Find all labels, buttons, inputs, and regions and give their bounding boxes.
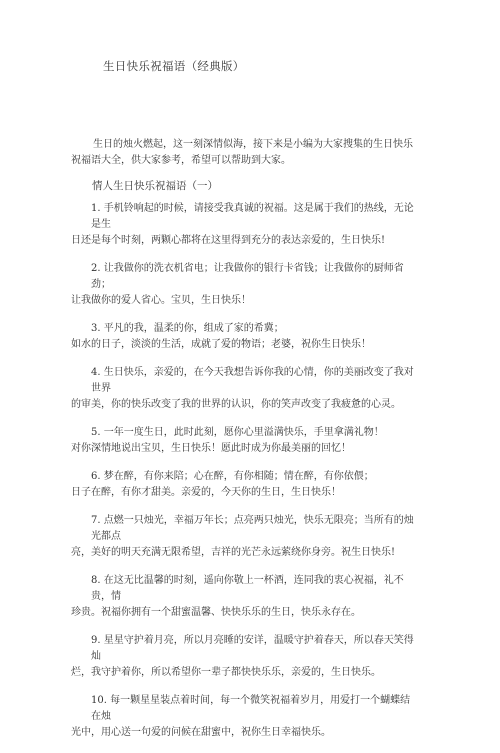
- blessing-list: [71, 201, 416, 753]
- list-item: [71, 425, 416, 457]
- list-item: [71, 201, 416, 249]
- item-line: 日子在醉，有你才甜美。亲爱的，今天你的生日，生日快乐！: [71, 487, 341, 498]
- list-item: [71, 513, 416, 561]
- item-line: 亮，美好的明天充满无限希望，吉祥的光芒永远萦绕你身旁。祝生日快乐!: [71, 547, 396, 558]
- list-item: [71, 261, 416, 309]
- item-line: 3. 平凡的我，温柔的你，组成了家的希冀；: [91, 323, 284, 334]
- item-line: 让我做你的爱人省心。宝贝，生日快乐！: [71, 295, 251, 306]
- item-line: 对你深情地说出宝贝，生日快乐！愿此时成为你最美丽的回忆！: [71, 443, 351, 454]
- item-line: 如水的日子，淡淡的生活，成就了爱的物语；老婆，祝你生日快乐！: [71, 339, 371, 350]
- list-item: [71, 469, 416, 501]
- item-line: 珍贵。祝福你拥有一个甜蜜温馨、快快乐乐的生日，快乐永存在。: [71, 607, 361, 618]
- list-item: [71, 693, 416, 741]
- section-heading: 情人生日快乐祝福语（一）: [92, 180, 218, 192]
- item-line: 的审美，你的快乐改变了我的世界的认识，你的笑声改变了我疲惫的心灵。: [71, 399, 401, 410]
- item-line: 5. 一年一度生日，此时此刻，愿你心里溢满快乐，手里拿满礼物！: [91, 427, 384, 438]
- intro-paragraph: 生日的烛火燃起，这一刻深情似海，接下来是小编为大家搜集的生日快乐祝福语大全，供大家参考，希望可以帮助到大家。: [71, 139, 413, 166]
- item-line: 10. 每一颗星星装点着时间，每一个微笑祝福着岁月，用爱打一个蝴蝶结在烛: [91, 695, 411, 722]
- item-line: 9. 星星守护着月亮，所以月亮睡的安详，温暖守护着春天，所以春天笑得灿: [91, 635, 414, 662]
- item-line: 7. 点燃一只烛光，幸福万年长；点亮两只烛光，快乐无限亮；当所有的烛光都点: [91, 515, 414, 542]
- item-line: 烂，我守护着你，所以希望你一辈子都快快乐乐，亲爱的，生日快乐。: [71, 667, 381, 678]
- item-line: 1. 手机铃响起的时候，请接受我真诚的祝福。这是属于我们的热线，无论是生: [91, 203, 414, 230]
- item-line: 4. 生日快乐，亲爱的，在今天我想告诉你我的心情，你的美丽改变了我对世界: [91, 367, 414, 394]
- item-line: 光中，用心送一句爱的问候在甜蜜中，祝你生日幸福快乐。: [71, 727, 331, 738]
- item-line: 8. 在这无比温馨的时刻，遥向你敬上一杯酒，连同我的衷心祝福，礼不贵，情: [91, 575, 404, 602]
- list-item: [71, 633, 416, 681]
- document-title: 生日快乐祝福语（经典版）: [103, 59, 245, 73]
- item-line: 日还是每个时刻，两颗心都将在这里得到充分的表达亲爱的，生日快乐!: [71, 235, 386, 246]
- item-line: 2. 让我做你的洗衣机省电；让我做你的银行卡省钱；让我做你的厨师省劲；: [91, 263, 404, 290]
- list-item: [71, 321, 416, 353]
- list-item: [71, 573, 416, 621]
- list-item: [71, 365, 416, 413]
- item-line: 6. 梦在醉，有你来陪；心在醉，有你相随；情在醉，有你依偎；: [91, 471, 374, 482]
